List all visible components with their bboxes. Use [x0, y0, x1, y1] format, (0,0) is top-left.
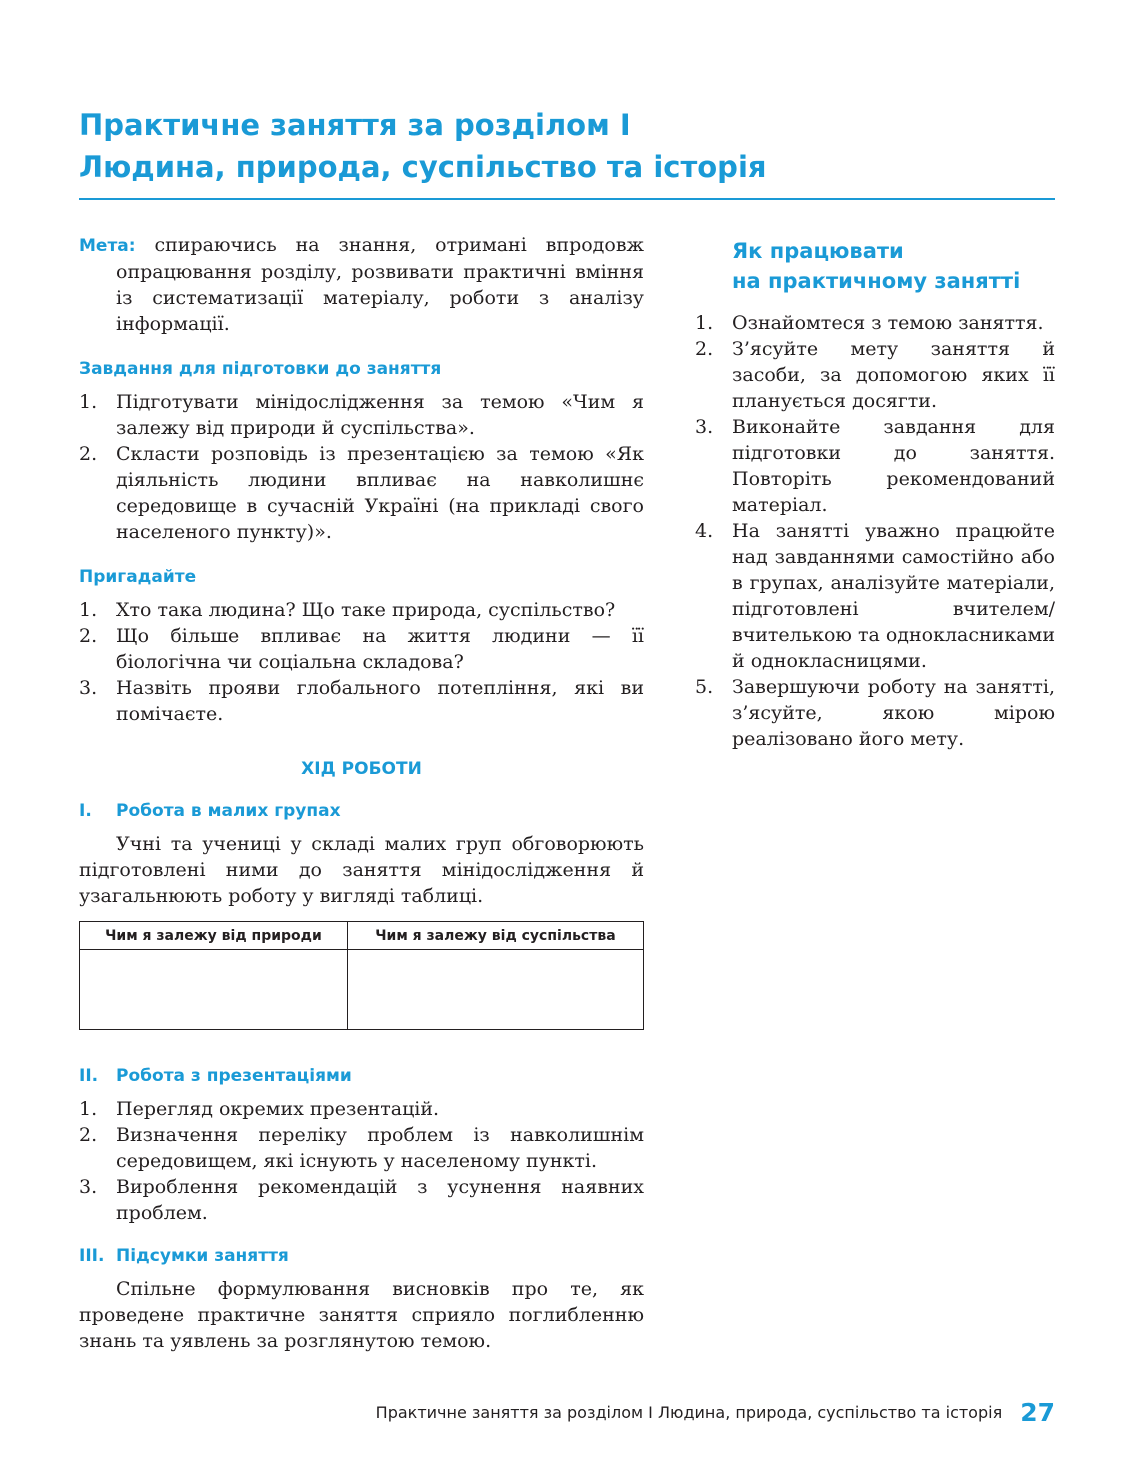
section1-heading: I. Робота в малих групах: [79, 801, 341, 821]
list-item: 3. Вироблення рекомендацій з усунення наявних проблем.: [79, 1176, 644, 1224]
list-item: 3. Назвіть прояви глобального потепління, які ви помічаєте.: [79, 677, 644, 725]
list-item: 2. З’ясуйте мету заняття й засоби, за допомогою яких її планується досягти.: [695, 338, 1055, 412]
table-cell-nature: [80, 950, 348, 1030]
list-item: 2. Що більше впливає на життя людини — її біологічна чи соціальна складова?: [79, 625, 644, 673]
list-item: 1. Ознайомтеся з темою заняття.: [695, 312, 1044, 334]
howto-list: [695, 310, 1055, 752]
howto-heading: [695, 236, 1055, 296]
page-title-line2: Людина, природа, суспільство та історія: [79, 150, 767, 184]
recall-heading: Пригадайте: [79, 567, 197, 587]
goal-text: спираючись на знання, отримані впродовж опрацювання розділу, розвивати практичні вміння із систематизації матеріалу, роботи з аналізу інформації.: [116, 234, 644, 335]
section2-list: [79, 1096, 644, 1226]
dependency-table: [79, 921, 644, 1030]
footer-text: Практичне заняття за розділом I Людина, природа, суспільство та історія: [375, 1402, 1003, 1422]
goal-paragraph: [79, 232, 644, 337]
section2-heading: II. Робота з презентаціями: [79, 1066, 352, 1086]
title-divider: [79, 198, 1055, 200]
page-title: [79, 104, 1059, 188]
list-item: 2. Скласти розповідь із презентацією за темою «Як діяльність людини впливає на навколишнє середовище в сучасній Україні (на прикладі свого населеного пункту)».: [79, 443, 644, 543]
list-item: 1. Підготувати мінідослідження за темою «Чим я залежу від природи й суспільства».: [79, 391, 644, 439]
table-header-society: Чим я залежу від суспільства: [347, 922, 643, 950]
section3-heading: III. Підсумки заняття: [79, 1246, 289, 1266]
page-footer: [376, 1394, 1055, 1430]
list-item: 1. Хто така людина? Що таке природа, суспільство?: [79, 599, 616, 621]
list-item: 2. Визначення переліку проблем із навколишнім середовищем, які існують у населеному пункті.: [79, 1124, 644, 1172]
right-column: [695, 236, 1055, 752]
left-column: [79, 232, 644, 1354]
howto-heading-line1: Як працювати: [732, 239, 904, 263]
howto-heading-line2: на практичному занятті: [732, 269, 1021, 293]
recall-list: [79, 597, 644, 727]
workflow-heading: ХІД РОБОТИ: [301, 759, 422, 779]
list-item: 3. Виконайте завдання для підготовки до заняття. Повторіть рекомендований матеріал.: [695, 416, 1055, 516]
prep-heading: Завдання для підготовки до заняття: [79, 359, 442, 379]
table-cell-society: [347, 950, 643, 1030]
page-number: 27: [1020, 1397, 1055, 1427]
section3-text: Спільне формулювання висновків про те, як проведене практичне заняття сприяло поглибленню знань та уявлень за розглянутою темою.: [79, 1278, 644, 1352]
list-item: 5. Завершуючи роботу на занятті, з’ясуйте, якою мірою реалізовано його мету.: [695, 676, 1055, 750]
list-item: 1. Перегляд окремих презентацій.: [79, 1098, 440, 1120]
page-title-line1: Практичне заняття за розділом I: [79, 108, 631, 142]
table-header-nature: Чим я залежу від природи: [80, 922, 348, 950]
list-item: 4. На занятті уважно працюйте над завданнями самостійно або в групах, аналізуйте матеріали, підготовлені вчителем/вчителькою та однокласниками й однокласницями.: [695, 520, 1055, 672]
goal-label: Мета:: [79, 236, 136, 256]
prep-list: [79, 389, 644, 545]
section1-text: Учні та учениці у складі малих груп обговорюють підготовлені ними до заняття мінідослідження й узагальнюють роботу у вигляді таблиці.: [79, 833, 644, 907]
